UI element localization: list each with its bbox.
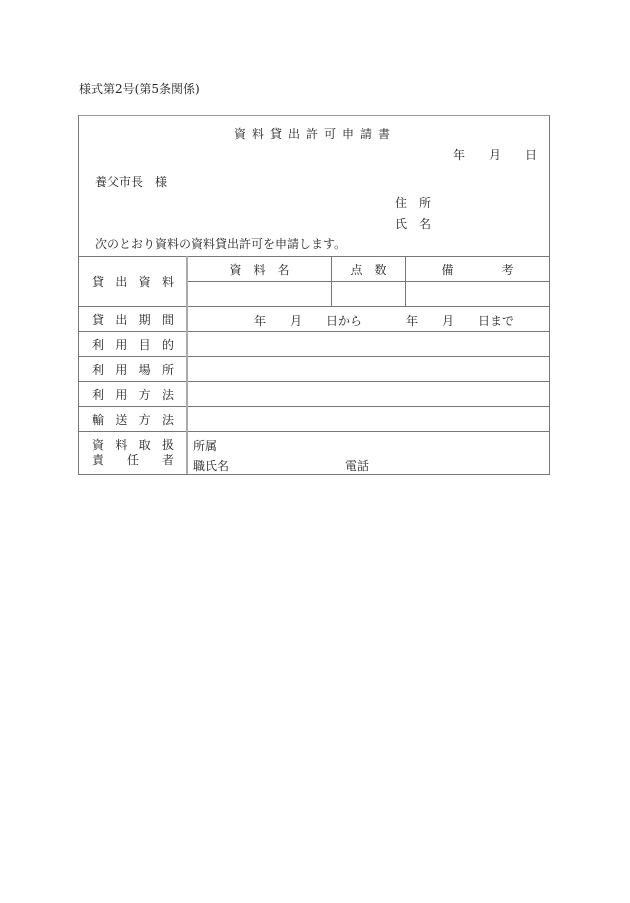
label-char: 者 — [161, 453, 174, 467]
remarks-input[interactable] — [406, 282, 549, 306]
label-char: 目 — [138, 337, 151, 352]
column-header-material-name: 資 料 名 — [229, 263, 290, 277]
staff-name-field[interactable]: 職氏名 — [193, 459, 230, 473]
method-input[interactable] — [188, 382, 549, 406]
address-label-2: 所 — [419, 196, 432, 210]
label-char: 料 — [161, 275, 174, 289]
loan-materials-label — [79, 257, 187, 306]
applicant-address-field[interactable] — [395, 194, 431, 211]
label-char: 用 — [115, 387, 128, 402]
application-form — [78, 115, 550, 475]
label-char: 資 — [138, 275, 151, 289]
label-char: 扱 — [161, 438, 174, 452]
label-char: 輸 — [92, 412, 105, 427]
responsible-person-label — [79, 432, 187, 474]
label-char: 資 — [92, 438, 105, 452]
to-year-label: 年 — [406, 314, 419, 328]
to-day-label: 日まで — [478, 314, 515, 328]
label-char: 間 — [161, 312, 174, 327]
from-month-label: 月 — [290, 314, 303, 328]
name-label-2: 名 — [419, 217, 432, 231]
phone-field[interactable]: 電話 — [345, 459, 370, 473]
label-char: 利 — [92, 362, 105, 377]
location-label — [79, 357, 187, 381]
purpose-input[interactable] — [188, 332, 549, 356]
label-char: 出 — [115, 275, 128, 289]
loan-period-field[interactable] — [188, 307, 549, 331]
label-char: 法 — [161, 412, 174, 427]
label-char: 貸 — [92, 275, 105, 289]
from-year-label: 年 — [254, 314, 267, 328]
label-char: 方 — [138, 412, 151, 427]
label-char: 所 — [161, 362, 174, 377]
method-label — [79, 382, 187, 406]
label-char: 用 — [115, 362, 128, 377]
label-char: 取 — [138, 438, 151, 452]
transport-label — [79, 407, 187, 431]
date-year-label[interactable]: 年 — [453, 148, 466, 162]
name-label-1: 氏 — [395, 217, 408, 231]
applicant-name-field[interactable] — [395, 215, 431, 232]
column-header-remarks: 備 考 — [441, 263, 514, 277]
label-char: 期 — [138, 312, 151, 327]
label-char: 送 — [115, 412, 128, 427]
label-char: 責 — [92, 453, 105, 467]
label-char: 利 — [92, 387, 105, 402]
label-char: 料 — [115, 438, 128, 452]
label-char: 任 — [126, 453, 139, 467]
transport-input[interactable] — [188, 407, 549, 431]
label-char: 法 — [161, 387, 174, 402]
label-char: 方 — [138, 387, 151, 402]
date-month-label[interactable]: 月 — [489, 148, 502, 162]
address-label-1: 住 — [395, 196, 408, 210]
column-header-count: 点 数 — [350, 263, 387, 277]
form-title: 資料貸出許可申請書 — [233, 127, 396, 141]
affiliation-field[interactable]: 所属 — [193, 439, 218, 453]
count-input[interactable] — [332, 282, 405, 306]
addressee: 養父市長 様 — [95, 175, 168, 189]
to-month-label: 月 — [442, 314, 455, 328]
label-char: 場 — [138, 362, 151, 377]
label-char: 利 — [92, 337, 105, 352]
label-char: 的 — [161, 337, 174, 352]
form-number: 様式第2号(第5条関係) — [79, 82, 200, 96]
loan-period-label — [79, 307, 187, 331]
location-input[interactable] — [188, 357, 549, 381]
from-day-label: 日から — [326, 314, 363, 328]
material-name-input[interactable] — [188, 282, 331, 306]
label-char: 貸 — [92, 312, 105, 327]
label-char: 出 — [115, 312, 128, 327]
application-statement: 次のとおり資料の資料貸出許可を申請します。 — [95, 237, 347, 251]
purpose-label — [79, 332, 187, 356]
label-char: 用 — [115, 337, 128, 352]
date-day-label[interactable]: 日 — [525, 148, 538, 162]
